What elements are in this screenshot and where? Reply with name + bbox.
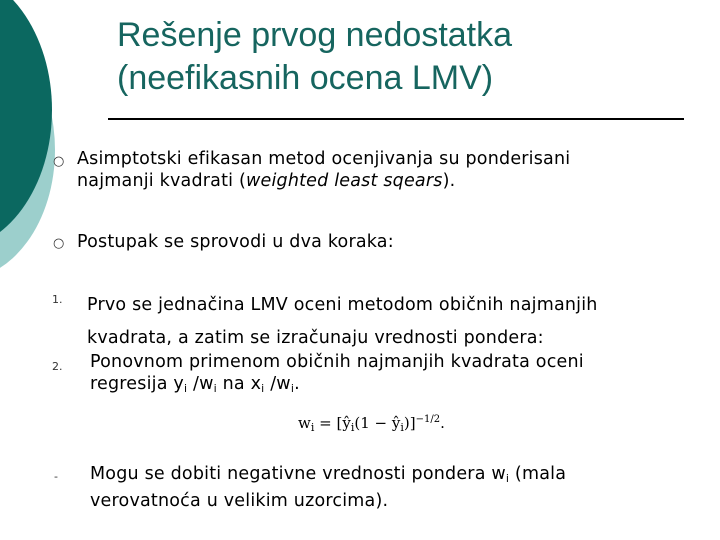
step-2-number: 2. (52, 360, 63, 373)
step-3-line-2: verovatnoća u velikim uzorcima). (90, 491, 389, 511)
bullet-1-emphasis: weighted least sqears (245, 171, 443, 191)
step-2-line-2: regresija $y_i$ $/w_i$ na $x_i$ $/w_i$. (90, 374, 300, 395)
step-3-text (90, 463, 566, 512)
step-1-line-1: Prvo se jednačina LMV oceni metodom običnih najmanjih (87, 295, 598, 315)
step-2-line-1: Ponovnom primenom običnih najmanjih kvadrata oceni (90, 352, 584, 372)
title-line-1: Rešenje prvog nedostatka (117, 16, 513, 54)
bullet-2-text: Postupak se sprovodi u dva koraka: (77, 232, 394, 252)
step-1-text (87, 289, 598, 355)
step-1-number: 1. (52, 293, 63, 306)
bullet-1-line-1: Asimptotski efikasan metod ocenjivanja su ponderisani (77, 149, 571, 169)
bullet-1-line-2: najmanji kvadrati (weighted least sqears). (77, 171, 456, 191)
title-divider (108, 118, 684, 120)
bullet-circle-icon: ○ (53, 236, 65, 251)
title-line-2: (neefikasnih ocena LMV) (117, 59, 494, 97)
bullet-circle-icon: ○ (53, 154, 65, 169)
weight-formula: $w_i$ = [$ŷ_i(1$ − $ŷ_i)]^{-1/2}$. (298, 414, 445, 434)
step-1-line-2: kvadrata, a zatim se izračunaju vrednosti pondera: (87, 328, 544, 348)
step-2-text (90, 351, 584, 400)
slide-title (117, 14, 707, 100)
bullet-1-text (77, 148, 570, 192)
step-3-line-1: Mogu se dobiti negativne vrednosti pondera $w_i$ (mala (90, 464, 567, 485)
step-dash-marker: - (54, 470, 58, 483)
